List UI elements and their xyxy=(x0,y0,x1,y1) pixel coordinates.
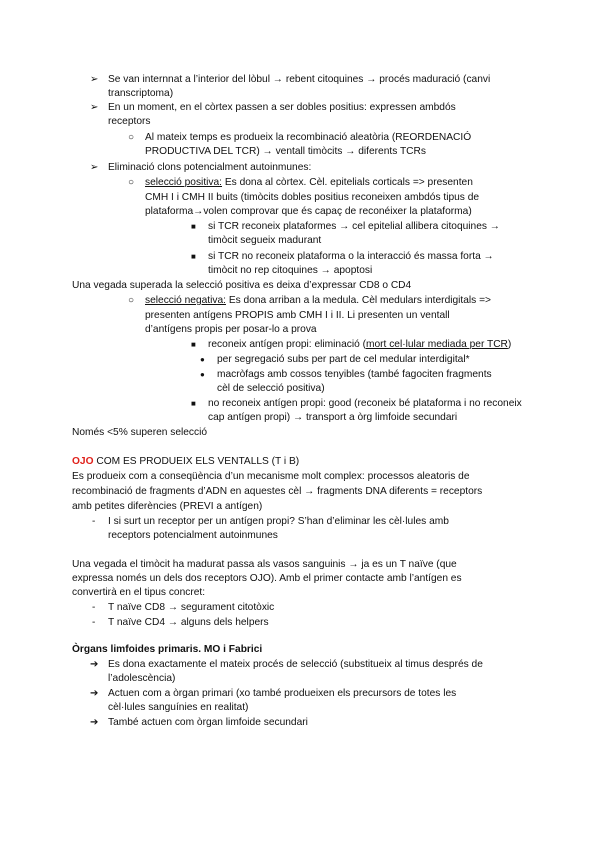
text-line: receptors xyxy=(108,116,151,127)
ojo-heading xyxy=(72,455,299,468)
text-line: Actuen com a òrgan primari (xo també produeixen els precursors de totes les xyxy=(108,688,457,699)
text-line: receptors potencialment autoinmunes xyxy=(108,530,278,541)
text-line: cèl de selecció positiva) xyxy=(217,383,325,394)
text-line: no reconeix antígen propi: good (reconeix bé plataforma i no reconeix xyxy=(208,398,522,409)
text-line xyxy=(145,294,491,307)
text-line: Eliminació clons potencialment autoinmunes: xyxy=(108,162,312,173)
dot-bullet-icon: ● xyxy=(200,355,205,364)
text-line: plataforma→volen comprovar que és capaç de reconéixer la plataforma) xyxy=(145,206,472,217)
text-line xyxy=(208,338,511,351)
circle-bullet-icon: ○ xyxy=(128,295,135,306)
text-line: Es dona exactamente el mateix procés de selecció (substitueix al timus després de xyxy=(108,659,483,670)
square-bullet-icon: ■ xyxy=(191,399,196,408)
underlined-phrase: mort cel·lular mediada per TCR xyxy=(366,339,508,350)
text-line: presenten antígens PROPIS amb CMH I i II. Li presenten un ventall xyxy=(145,310,450,321)
text-line: També actuen com òrgan limfoide secundari xyxy=(108,717,308,728)
text-span: reconeix antígen propi: eliminació ( xyxy=(208,339,366,350)
text-line: cèl·lules sanguínies en realitat) xyxy=(108,702,249,713)
text-line: si TCR reconeix plataformes → cel epitelial allibera citoquines → xyxy=(208,221,500,232)
dash-bullet-icon: - xyxy=(92,516,96,527)
dot-bullet-icon: ● xyxy=(200,370,205,379)
text-line: l’adolescència) xyxy=(108,673,176,684)
text-line: si TCR no reconeix plataforma o la interacció és massa forta → xyxy=(208,251,494,262)
text-line: timòcit no rep citoquines → apoptosi xyxy=(208,265,373,276)
text-span: COM ES PRODUEIX ELS VENTALLS (T i B) xyxy=(93,456,300,467)
text-line: macròfags amb cossos tenyibles (també fagociten fragments xyxy=(217,369,492,380)
text-line: recombinació de fragments d’ADN en aquestes cèl → fragments DNA diferents = receptors xyxy=(72,486,483,497)
text-line: En un moment, en el còrtex passen a ser dobles positius: expressen ambdós xyxy=(108,102,456,113)
text-line xyxy=(145,176,473,189)
text-line: CMH I i CMH II buits (timòcits dobles positius reconeixen ambdós tipus de xyxy=(145,192,480,203)
text-line: expressa només un dels dos receptors OJO). Amb el primer contacte amb l’antígen es xyxy=(72,573,462,584)
dash-bullet-icon: - xyxy=(92,617,96,628)
circle-bullet-icon: ○ xyxy=(128,132,135,143)
text-line: PRODUCTIVA DEL TCR) → ventall timòcits → diferents TCRs xyxy=(145,146,426,157)
text-line: per segregació subs per part de cel medular interdigital* xyxy=(217,354,470,365)
negative-selection-label: selecció negativa: xyxy=(145,295,226,306)
text-line: T naïve CD4 → alguns dels helpers xyxy=(108,617,269,628)
text-line: convertirà en el tipus concret: xyxy=(72,587,206,598)
square-bullet-icon: ■ xyxy=(191,252,196,261)
square-bullet-icon: ■ xyxy=(191,222,196,231)
arrow-bullet-icon: ➢ xyxy=(90,162,99,173)
text-line: Es produeix com a conseqüència d’un mecanisme molt complex: processos aleatoris de xyxy=(72,471,470,482)
text-line: Només <5% superen selecció xyxy=(72,427,208,438)
text-line: Una vegada el timòcit ha madurat passa als vasos sanguinis → ja es un T naïve (que xyxy=(72,559,457,570)
text-line: Una vegada superada la selecció positiva es deixa d’expressar CD8 o CD4 xyxy=(72,280,412,291)
circle-bullet-icon: ○ xyxy=(128,177,135,188)
text-line: transcriptoma) xyxy=(108,88,174,99)
text-line: I si surt un receptor per un antígen propi? S’han d’eliminar les cèl·lules amb xyxy=(108,516,449,527)
arrow-bullet-icon: ➢ xyxy=(90,74,99,85)
dash-bullet-icon: - xyxy=(92,602,96,613)
arrow-bullet-icon: ➢ xyxy=(90,102,99,113)
text-line: Se van internnat a l’interior del lòbul → rebent citoquines → procés maduració (canvi xyxy=(108,74,491,85)
text-line: amb petites diferències (PREVI a antígen) xyxy=(72,501,263,512)
text-line: Al mateix temps es produeix la recombinació aleatòria (REORDENACIÓ xyxy=(145,132,472,143)
positive-selection-label: selecció positiva: xyxy=(145,177,223,188)
text-line: T naïve CD8 → segurament citotòxic xyxy=(108,602,275,613)
text-line: timòcit segueix madurant xyxy=(208,235,322,246)
section-heading: Òrgans limfoides primaris. MO i Fabrici xyxy=(72,644,263,655)
arrow-bullet-icon: ➔ xyxy=(90,688,99,699)
ojo-keyword: OJO xyxy=(72,456,94,467)
text-span: Es dona al còrtex. Cèl. epitelials corticals => presenten xyxy=(222,177,473,188)
text-line: cap antígen propi) → transport a òrg limfoide secundari xyxy=(208,412,458,423)
text-span: ) xyxy=(507,339,512,350)
square-bullet-icon: ■ xyxy=(191,340,196,349)
text-span: Es dona arriban a la medula. Cèl medulars interdigitals => xyxy=(225,295,492,306)
text-line: d’antígens propis per posar-lo a prova xyxy=(145,324,317,335)
arrow-bullet-icon: ➔ xyxy=(90,659,99,670)
arrow-bullet-icon: ➔ xyxy=(90,717,99,728)
